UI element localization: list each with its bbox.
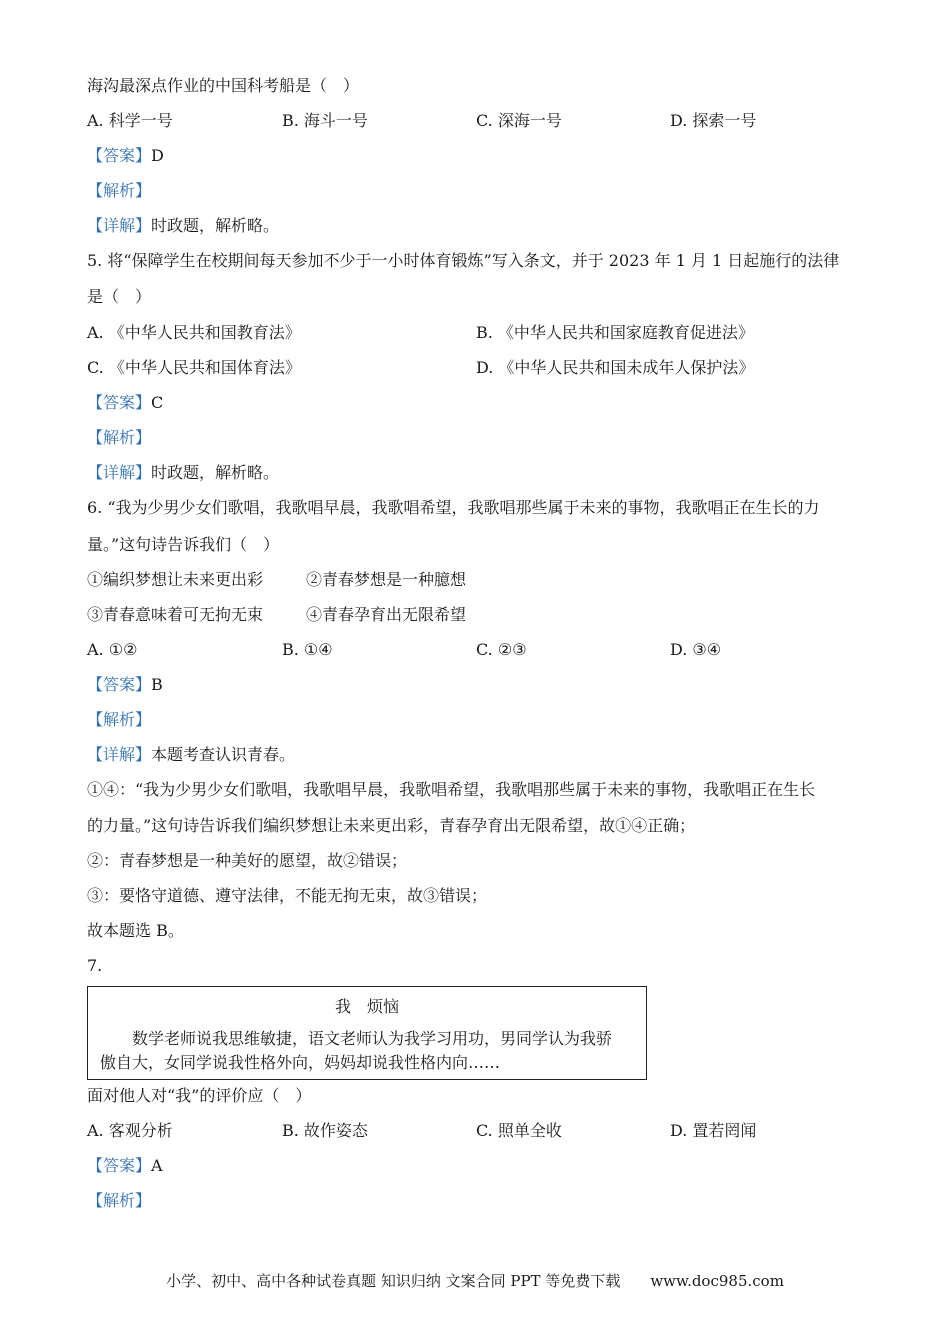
q6-detail xyxy=(87,745,295,765)
q6-explain-line: 故本题选 B。 xyxy=(87,921,184,940)
q5-stem-line1: 5. 将“保障学生在校期间每天参加不少于一小时体育锻炼”写入条文，并于 2023 年 1 月 1 日起施行的法律 xyxy=(87,251,840,270)
answer-tag: 【答案】 xyxy=(87,146,152,165)
detail-text: 时政题，解析略。 xyxy=(151,216,280,235)
q6-statement-3: ③青春意味着可无拘无束 xyxy=(87,605,264,624)
q4-detail xyxy=(87,216,279,236)
answer-value: B xyxy=(151,675,163,694)
q7-box-title: 我 烦恼 xyxy=(334,997,399,1016)
q7-option-b: B. 故作姿态 xyxy=(282,1121,368,1140)
q6-option-d: D. ③④ xyxy=(670,640,722,659)
q5-stem-line2: 是（ ） xyxy=(87,287,152,306)
q6-statement-4: ④青春孕育出无限希望 xyxy=(306,605,467,624)
q7-analysis-tag: 【解析】 xyxy=(87,1191,152,1210)
q6-explain-line: ②：青春梦想是一种美好的愿望，故②错误； xyxy=(87,851,408,870)
detail-text: 本题考查认识青春。 xyxy=(151,745,296,764)
q4-option-b: B. 海斗一号 xyxy=(282,111,368,130)
q7-material-box xyxy=(87,986,647,1080)
q7-number: 7. xyxy=(87,956,103,975)
q6-stem-line1: 6. “我为少男少女们歌唱，我歌唱早晨，我歌唱希望，我歌唱那些属于未来的事物，我歌唱正在生长的力 xyxy=(87,498,820,517)
q4-stem: 海沟最深点作业的中国科考船是（ ） xyxy=(87,76,360,95)
q5-option-c: C. 《中华人民共和国体育法》 xyxy=(87,358,301,377)
q7-answer xyxy=(87,1156,163,1176)
q6-explain-line: ③：要恪守道德、遵守法律，不能无拘无束，故③错误； xyxy=(87,886,488,905)
q6-explain-line: 的力量。”这句诗告诉我们编织梦想让未来更出彩，青春孕育出无限希望，故①④正确； xyxy=(87,816,696,835)
q6-option-b: B. ①④ xyxy=(282,640,333,659)
detail-tag: 【详解】 xyxy=(87,745,152,764)
page-footer: 小学、初中、高中各种试卷真题 知识归纳 文案合同 PPT 等免费下载 www.doc985.com xyxy=(166,1272,784,1290)
q4-option-a: A. 科学一号 xyxy=(87,111,173,130)
q4-analysis-tag: 【解析】 xyxy=(87,181,152,200)
answer-value: C xyxy=(151,393,164,412)
answer-value: D xyxy=(151,146,164,165)
q7-box-line: 数学老师说我思维敏捷，语文老师认为我学习用功，男同学认为我骄 xyxy=(100,1029,613,1048)
q7-stem: 面对他人对“我”的评价应（ ） xyxy=(87,1086,312,1105)
answer-tag: 【答案】 xyxy=(87,393,152,412)
q5-analysis-tag: 【解析】 xyxy=(87,428,152,447)
q6-option-a: A. ①② xyxy=(87,640,138,659)
q6-explain-line: ①④：“我为少男少女们歌唱，我歌唱早晨，我歌唱希望，我歌唱那些属于未来的事物，我歌唱正在生长 xyxy=(87,780,816,799)
q7-option-c: C. 照单全收 xyxy=(476,1121,562,1140)
answer-value: A xyxy=(151,1156,163,1175)
answer-tag: 【答案】 xyxy=(87,675,152,694)
q6-answer xyxy=(87,675,163,695)
q6-option-c: C. ②③ xyxy=(476,640,527,659)
q5-option-a: A. 《中华人民共和国教育法》 xyxy=(87,323,301,342)
answer-tag: 【答案】 xyxy=(87,1156,152,1175)
q5-detail xyxy=(87,463,279,483)
detail-text: 时政题，解析略。 xyxy=(151,463,280,482)
q7-box-body xyxy=(100,1027,636,1075)
q7-option-d: D. 置若罔闻 xyxy=(670,1121,757,1140)
q5-option-b: B. 《中华人民共和国家庭教育促进法》 xyxy=(476,323,754,342)
q4-option-c: C. 深海一号 xyxy=(476,111,562,130)
q6-stem-line2: 量。”这句诗告诉我们（ ） xyxy=(87,535,280,554)
detail-tag: 【详解】 xyxy=(87,463,152,482)
detail-tag: 【详解】 xyxy=(87,216,152,235)
q6-statement-2: ②青春梦想是一种臆想 xyxy=(306,570,467,589)
q4-answer xyxy=(87,146,164,166)
q5-option-d: D. 《中华人民共和国未成年人保护法》 xyxy=(476,358,755,377)
q7-box-line: 傲自大，女同学说我性格外向，妈妈却说我性格内向…… xyxy=(100,1053,501,1072)
q5-answer xyxy=(87,393,163,413)
q6-statement-1: ①编织梦想让未来更出彩 xyxy=(87,570,264,589)
q7-option-a: A. 客观分析 xyxy=(87,1121,173,1140)
q6-analysis-tag: 【解析】 xyxy=(87,710,152,729)
q4-option-d: D. 探索一号 xyxy=(670,111,757,130)
